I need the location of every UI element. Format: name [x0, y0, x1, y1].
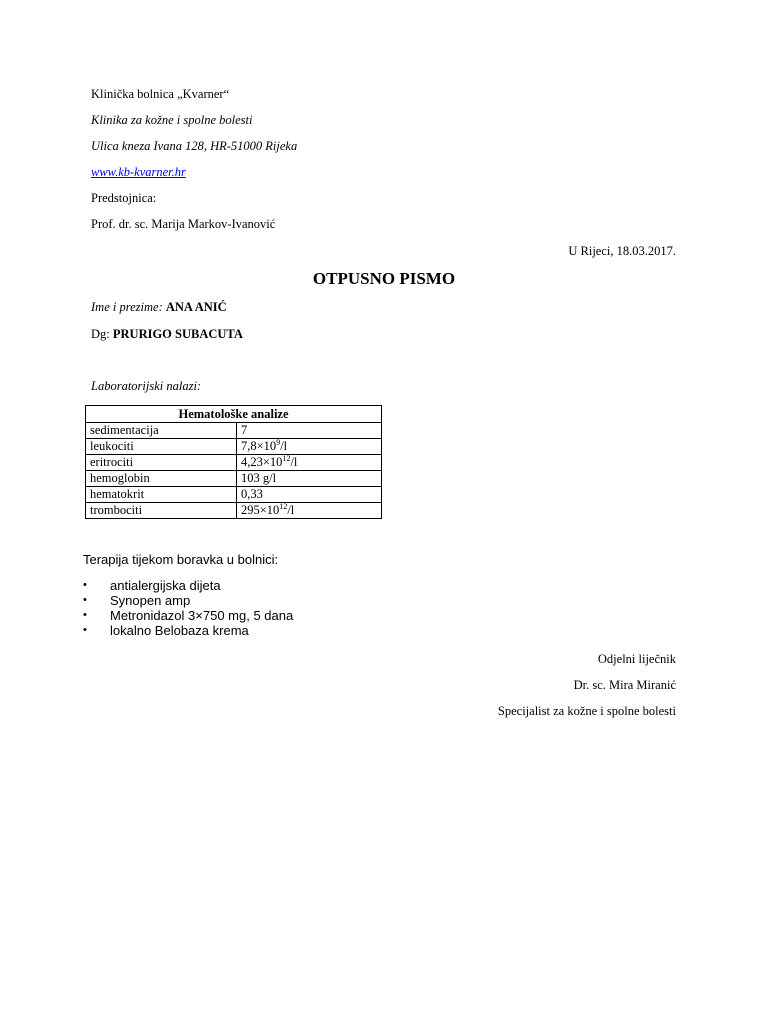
- analysis-value-cell: [237, 503, 382, 519]
- therapy-item-text: Metronidazol 3×750 mg, 5 dana: [110, 608, 294, 623]
- bullet-icon: •: [83, 594, 87, 606]
- hematology-table: [85, 405, 382, 519]
- analysis-name-cell: sedimentacija: [86, 423, 237, 439]
- table-row: [86, 439, 382, 455]
- therapy-item-text: Synopen amp: [110, 593, 191, 608]
- analysis-name-cell: eritrociti: [86, 455, 237, 471]
- table-row: [86, 455, 382, 471]
- therapy-item: [83, 578, 293, 593]
- table-header-row: [86, 406, 382, 423]
- table-row: [86, 487, 382, 503]
- lab-heading: Laboratorijski nalazi:: [91, 379, 202, 393]
- therapy-item-text: lokalno Belobaza krema: [110, 623, 249, 638]
- analysis-name-cell: hemoglobin: [86, 471, 237, 487]
- document-title: OTPUSNO PISMO: [312, 269, 456, 288]
- therapy-item: [83, 593, 293, 608]
- analysis-value-cell: [237, 423, 382, 439]
- clinic-name: Klinika za kožne i spolne bolesti: [91, 113, 253, 127]
- analysis-value-cell: [237, 471, 382, 487]
- therapy-list: [83, 578, 293, 638]
- value-unit: /l: [287, 503, 295, 517]
- value-unit: /l: [280, 439, 288, 453]
- hospital-name: Klinička bolnica „Kvarner“: [91, 87, 230, 101]
- table-row: [86, 503, 382, 519]
- signature-role: Odjelni liječnik: [597, 652, 676, 666]
- therapy-heading: Terapija tijekom boravka u bolnici:: [83, 552, 279, 567]
- diagnosis-label: Dg:: [91, 327, 110, 341]
- value-unit: /l: [290, 455, 298, 469]
- patient-name-line: [91, 299, 227, 315]
- analysis-name-cell: leukociti: [86, 439, 237, 455]
- table-body: [86, 423, 382, 519]
- value-base: 7: [241, 423, 248, 437]
- value-exponent: 12: [279, 502, 288, 511]
- patient-name-label: Ime i prezime:: [91, 300, 163, 314]
- value-exponent: 9: [276, 438, 281, 447]
- clinic-address: Ulica kneza Ivana 128, HR-51000 Rijeka: [91, 139, 298, 153]
- analysis-value-cell: [237, 439, 382, 455]
- value-base: 103 g/l: [241, 471, 277, 485]
- patient-name-value: ANA ANIĆ: [165, 300, 227, 314]
- value-base: 4,23×10: [241, 455, 283, 469]
- table-row: [86, 471, 382, 487]
- therapy-item: [83, 623, 293, 638]
- website-link[interactable]: www.kb-kvarner.hr: [91, 165, 186, 179]
- head-name: Prof. dr. sc. Marija Markov-Ivanović: [91, 217, 276, 231]
- signature-title: Specijalist za kožne i spolne bolesti: [497, 704, 676, 718]
- diagnosis-line: [91, 326, 243, 342]
- website-line: [91, 164, 186, 180]
- bullet-icon: •: [83, 624, 87, 636]
- head-label: Predstojnica:: [91, 191, 157, 205]
- analysis-value-cell: [237, 487, 382, 503]
- signature-name: Dr. sc. Mira Miranić: [573, 678, 676, 692]
- therapy-item-text: antialergijska dijeta: [110, 578, 221, 593]
- date-line: U Rijeci, 18.03.2017.: [568, 244, 676, 258]
- value-base: 0,33: [241, 487, 263, 501]
- analysis-name-cell: trombociti: [86, 503, 237, 519]
- bullet-icon: •: [83, 579, 87, 591]
- bullet-icon: •: [83, 609, 87, 621]
- therapy-item: [83, 608, 293, 623]
- diagnosis-value: PRURIGO SUBACUTA: [112, 327, 243, 341]
- analysis-value-cell: [237, 455, 382, 471]
- value-exponent: 12: [282, 454, 291, 463]
- table-row: [86, 423, 382, 439]
- table-title: Hematološke analize: [86, 406, 382, 423]
- value-base: 295×10: [241, 503, 280, 517]
- value-base: 7,8×10: [241, 439, 277, 453]
- analysis-name-cell: hematokrit: [86, 487, 237, 503]
